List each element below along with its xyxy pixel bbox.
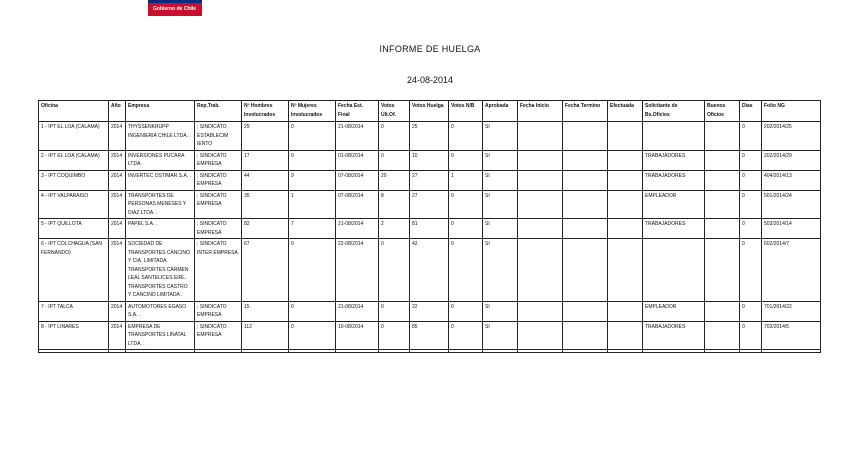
table-cell: 17 — [242, 150, 289, 170]
table-cell: TRABAJADORES — [643, 170, 705, 190]
table-cell: EMPLEADOR — [643, 190, 705, 219]
table-cell: 2014 — [109, 321, 126, 350]
table-cell: 0 — [740, 150, 762, 170]
table-cell: 0 — [740, 321, 762, 350]
table-row — [39, 239, 821, 302]
table-cell: ; SINDICATO EMPRESA — [195, 321, 242, 350]
table-cell: 44 — [242, 170, 289, 190]
table-cell: 5 - IPT QUILLOTA — [39, 219, 109, 239]
table-cell — [705, 239, 740, 302]
col-header-solicitante: Solicitante de Bs.Oficios — [643, 101, 705, 122]
table-cell — [705, 190, 740, 219]
table-cell — [608, 190, 643, 219]
table-cell: PAPEL S.A. . — [126, 219, 195, 239]
table-cell — [608, 122, 643, 151]
table-cell: SI — [483, 219, 518, 239]
col-header-buenos-oficios: Buenos Oficios — [705, 101, 740, 122]
table-cell: 3 - IPT COQUIMBO — [39, 170, 109, 190]
table-cell — [643, 239, 705, 302]
table-cell — [518, 190, 563, 219]
table-cell — [126, 350, 195, 353]
col-header-votos-nb: Votos N/B — [449, 101, 483, 122]
table-cell: INVERSIONES PUCARA LTDA. — [126, 150, 195, 170]
table-cell: TRABAJADORES — [643, 321, 705, 350]
table-cell: SI — [483, 190, 518, 219]
table-body — [39, 122, 821, 353]
table-cell: TRANSPORTES DE PERSONAS MENESES Y DIAZ LTDA. . — [126, 190, 195, 219]
table-row-cutoff — [39, 350, 821, 353]
table-cell: AUTOMOTORES EGASO S.A. . — [126, 301, 195, 321]
table-row — [39, 170, 821, 190]
col-header-rep-trab: Rep.Trab. — [195, 101, 242, 122]
table-cell: 0 — [289, 239, 336, 302]
table-cell: 202/2014/25 — [762, 122, 821, 151]
table-cell: ; SINDICATO EMPRESA — [195, 219, 242, 239]
table-cell: INVERTEC OSTIMAR S.A. . — [126, 170, 195, 190]
table-cell — [563, 150, 608, 170]
table-cell: 8 - IPT LINARES — [39, 321, 109, 350]
table-cell: SI — [483, 321, 518, 350]
table-cell: 0 — [740, 170, 762, 190]
table-cell: 20 — [379, 170, 410, 190]
table-cell: 81 — [410, 219, 449, 239]
table-cell: 2014 — [109, 122, 126, 151]
table-cell: 21-08/2014 — [336, 301, 379, 321]
table-cell: SI — [483, 170, 518, 190]
table-cell: 0 — [740, 239, 762, 302]
table-cell: 0 — [289, 301, 336, 321]
table-cell: 0 — [449, 301, 483, 321]
table-cell — [705, 219, 740, 239]
table-cell — [39, 350, 109, 353]
col-header-folio-ng: Folio NG — [762, 101, 821, 122]
table-cell — [705, 301, 740, 321]
table-cell — [563, 301, 608, 321]
table-cell: 602/2014/7 — [762, 239, 821, 302]
table-cell: 0 — [740, 122, 762, 151]
table-cell: TRABAJADORES — [643, 219, 705, 239]
table-cell: 503/2014/14 — [762, 219, 821, 239]
table-cell — [608, 239, 643, 302]
table-cell — [518, 150, 563, 170]
table-cell: 0 — [449, 239, 483, 302]
table-cell: 0 — [379, 239, 410, 302]
table-row — [39, 122, 821, 151]
table-cell — [705, 150, 740, 170]
table-row — [39, 150, 821, 170]
col-header-efectuada: Efectuada — [608, 101, 643, 122]
table-cell: SI — [483, 239, 518, 302]
table-cell: 10-08/2014 — [336, 321, 379, 350]
table-cell: 2 — [379, 219, 410, 239]
table-cell: 0 — [379, 150, 410, 170]
table-cell — [518, 350, 563, 353]
table-cell: 501/2014/24 — [762, 190, 821, 219]
table-cell: 4 - IPT VALPARAISO — [39, 190, 109, 219]
table-cell — [705, 170, 740, 190]
table-cell: 85 — [410, 321, 449, 350]
col-header-fecha-est-final: Fecha Est. Final — [336, 101, 379, 122]
table-cell: 0 — [449, 321, 483, 350]
table-cell: 6 - IPT COLCHAGUA (SAN FERNANDO) — [39, 239, 109, 302]
col-header-aprobada: Aprobada — [483, 101, 518, 122]
table-cell: 07-08/2014 — [336, 190, 379, 219]
table-cell: ; SINDICATO EMPRESA — [195, 170, 242, 190]
table-cell: 2014 — [109, 170, 126, 190]
table-cell: 0 — [379, 122, 410, 151]
table-cell — [705, 350, 740, 353]
table-row — [39, 190, 821, 219]
table-cell: 112 — [242, 321, 289, 350]
table-cell: 0 — [449, 219, 483, 239]
table-cell — [242, 350, 289, 353]
table-cell — [740, 350, 762, 353]
table-cell: SI — [483, 301, 518, 321]
table-cell — [563, 190, 608, 219]
table-cell: 42 — [410, 239, 449, 302]
table-cell: ; SINDICATO EMPRESA — [195, 150, 242, 170]
table-row — [39, 219, 821, 239]
table-row — [39, 321, 821, 350]
table-cell: 0 — [740, 190, 762, 219]
table-cell: 01-08/2014 — [336, 150, 379, 170]
table-cell: 21-08/2014 — [336, 219, 379, 239]
table-cell: EMPRESA DE TRANSPORTES LINATAL LTDA. . — [126, 321, 195, 350]
col-header-empresa: Empresa — [126, 101, 195, 122]
col-header-oficina: Oficina — [39, 101, 109, 122]
table-cell — [563, 321, 608, 350]
table-cell: ; SINDICATO EMPRESA — [195, 190, 242, 219]
table-cell — [608, 301, 643, 321]
table-cell — [608, 219, 643, 239]
table-cell — [336, 350, 379, 353]
table-cell: 404/2014/13 — [762, 170, 821, 190]
table-cell: 27 — [410, 170, 449, 190]
table-cell — [109, 350, 126, 353]
col-header-fecha-inicio: Fecha Inicio — [518, 101, 563, 122]
table-cell — [518, 219, 563, 239]
government-logo — [148, 0, 202, 16]
table-cell — [195, 350, 242, 353]
table-cell — [608, 350, 643, 353]
table-cell: 7 - IPT TALCA — [39, 301, 109, 321]
col-header-ano: Año — [109, 101, 126, 122]
table-cell: 22-08/2014 — [336, 239, 379, 302]
table-cell: EMPLEADOR — [643, 301, 705, 321]
table-cell: 0 — [379, 321, 410, 350]
table-cell — [608, 321, 643, 350]
table-cell — [705, 122, 740, 151]
table-cell: 35 — [242, 190, 289, 219]
table-cell: 29 — [242, 122, 289, 151]
table-cell — [518, 321, 563, 350]
table-cell — [449, 350, 483, 353]
table-cell: ; SINDICATO EMPRESA — [195, 301, 242, 321]
table-cell: 1 — [289, 190, 336, 219]
table-cell: 22 — [410, 301, 449, 321]
table-cell: 0 — [449, 190, 483, 219]
table-cell: 67 — [242, 239, 289, 302]
logo-stripe — [148, 0, 202, 3]
table-row — [39, 301, 821, 321]
col-header-votos-huelga: Votos Huelga — [410, 101, 449, 122]
table-cell: 703/2014/5 — [762, 321, 821, 350]
table-cell: 0 — [289, 150, 336, 170]
table-cell — [563, 219, 608, 239]
table-cell: 2014 — [109, 239, 126, 302]
table-cell: 27 — [410, 190, 449, 219]
col-header-votos-ult-of: Votos Ult.Of. — [379, 101, 410, 122]
table-header-row — [39, 101, 821, 122]
table-cell — [518, 170, 563, 190]
table-cell: 2014 — [109, 219, 126, 239]
table-cell: 0 — [449, 150, 483, 170]
table-cell — [563, 122, 608, 151]
table-cell: 82 — [242, 219, 289, 239]
table-cell: 0 — [449, 122, 483, 151]
table-cell — [563, 239, 608, 302]
table-cell: SI — [483, 122, 518, 151]
strike-report-table — [38, 100, 821, 353]
table-cell: 10 — [410, 150, 449, 170]
table-cell: 2014 — [109, 190, 126, 219]
table-cell — [483, 350, 518, 353]
table-cell: 8 — [379, 190, 410, 219]
table-cell: 15 — [242, 301, 289, 321]
table-cell: SOCIEDAD DE TRANSPORTES CANCINO Y CIA. LIMITADA. TRANSPORTES CARMEN LEAL SANTELICES EIRL. TRANSPORTES CASTRO Y CANCINO LIMITADA . — [126, 239, 195, 302]
table-cell — [608, 170, 643, 190]
table-cell: 0 — [740, 219, 762, 239]
col-header-hombres: Nº Hombres Involucrados — [242, 101, 289, 122]
table-cell: 1 - IPT EL LOA (CALAMA) — [39, 122, 109, 151]
table-cell — [563, 170, 608, 190]
table-cell — [643, 350, 705, 353]
table-cell: ; SINDICATO INTER EMPRESA — [195, 239, 242, 302]
table-cell: THYSSENKRUPP INGENIERIA CHILE LTDA. . — [126, 122, 195, 151]
table-cell — [289, 350, 336, 353]
table-cell: 2014 — [109, 301, 126, 321]
table-cell — [518, 301, 563, 321]
table-cell: 21-08/2014 — [336, 122, 379, 151]
table-cell: 2014 — [109, 150, 126, 170]
table-cell: 0 — [740, 301, 762, 321]
table-cell: 25 — [410, 122, 449, 151]
table-cell — [705, 321, 740, 350]
table-cell: 701/2014/22 — [762, 301, 821, 321]
table-cell: 2 - IPT EL LOA (CALAMA) — [39, 150, 109, 170]
table-cell — [518, 239, 563, 302]
col-header-dias: Días — [740, 101, 762, 122]
table-cell: 9 — [289, 170, 336, 190]
table-cell — [379, 350, 410, 353]
table-cell: 0 — [289, 321, 336, 350]
report-date: 24-08-2014 — [406, 75, 454, 85]
table-cell: TRABAJADORES — [643, 150, 705, 170]
table-cell — [762, 350, 821, 353]
table-cell: 0 — [289, 122, 336, 151]
table-cell: ; SINDICATO ESTABLECIM IENTO — [195, 122, 242, 151]
table-cell: SI — [483, 150, 518, 170]
col-header-mujeres: Nº Mujeres Involucrados — [289, 101, 336, 122]
table-cell — [563, 350, 608, 353]
table-cell — [643, 122, 705, 151]
table-cell: 0 — [379, 301, 410, 321]
table-cell — [518, 122, 563, 151]
table-cell — [410, 350, 449, 353]
report-title: INFORME DE HUELGA — [379, 44, 481, 54]
table-cell — [608, 150, 643, 170]
logo-text: Gobierno de Chile — [153, 6, 197, 12]
col-header-fecha-termino: Fecha Termino — [563, 101, 608, 122]
table-cell: 202/2014/29 — [762, 150, 821, 170]
table-cell: 1 — [449, 170, 483, 190]
table-cell: 7 — [289, 219, 336, 239]
table-cell: 07-08/2014 — [336, 170, 379, 190]
